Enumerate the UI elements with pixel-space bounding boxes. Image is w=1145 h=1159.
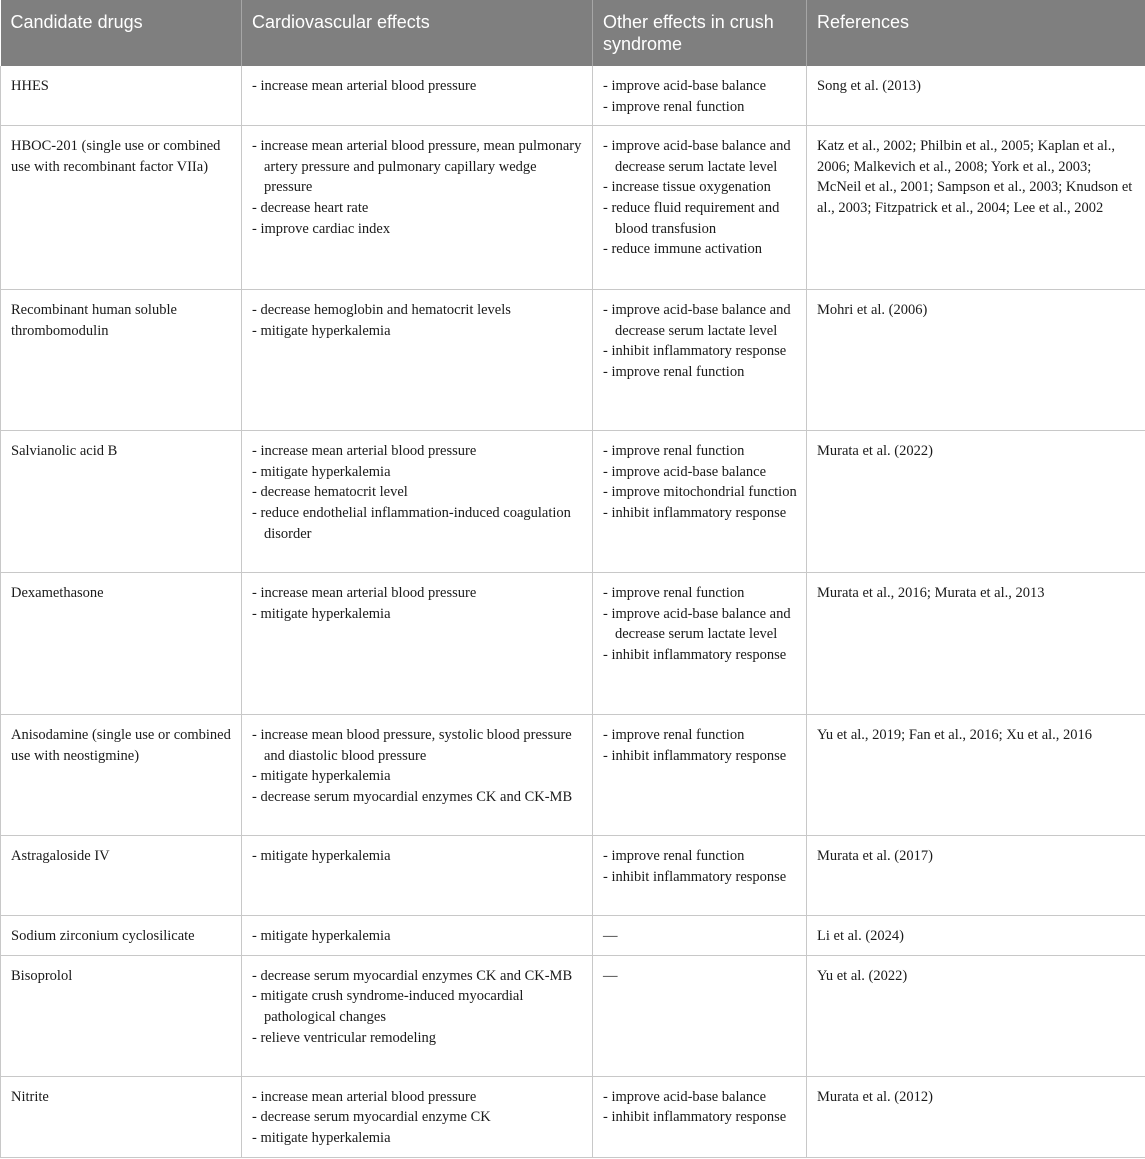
other-effects: [593, 126, 807, 290]
cardio-effects: [242, 955, 593, 1076]
drug-name: Salvianolic acid B: [1, 431, 242, 573]
drug-name: Dexamethasone: [1, 573, 242, 715]
drug-name: HHES: [1, 66, 242, 126]
table-row: [1, 1076, 1145, 1157]
table-row: [1, 431, 1145, 573]
effect-item: - inhibit inflammatory response: [603, 341, 797, 362]
effect-item: - reduce endothelial inflammation-induced coagulation disorder: [252, 503, 583, 544]
other-effects: [593, 836, 807, 916]
effect-item: - inhibit inflammatory response: [603, 645, 797, 666]
effect-item: - increase mean blood pressure, systolic blood pressure and diastolic blood pressure: [252, 725, 583, 766]
table-row: [1, 836, 1145, 916]
cardio-effects: [242, 1076, 593, 1157]
effect-item: - mitigate hyperkalemia: [252, 1128, 583, 1149]
effect-item: - inhibit inflammatory response: [603, 503, 797, 524]
other-effects: [593, 715, 807, 836]
empty-dash: —: [603, 967, 618, 984]
effect-item: - mitigate hyperkalemia: [252, 321, 583, 342]
cardio-effects: [242, 66, 593, 126]
header-candidate-drugs: Candidate drugs: [1, 0, 242, 66]
effect-item: - decrease serum myocardial enzymes CK and CK-MB: [252, 966, 583, 987]
effect-item: - increase mean arterial blood pressure: [252, 76, 583, 97]
cardio-effects: [242, 836, 593, 916]
effect-item: - mitigate hyperkalemia: [252, 766, 583, 787]
effect-item: - increase mean arterial blood pressure, mean pulmonary artery pressure and pulmonary capillary wedge pressure: [252, 136, 583, 198]
table-row: [1, 573, 1145, 715]
cardio-effects: [242, 431, 593, 573]
table-row: [1, 916, 1145, 956]
effect-item: - decrease serum myocardial enzymes CK and CK-MB: [252, 787, 583, 808]
table-row: [1, 290, 1145, 431]
other-effects: [593, 290, 807, 431]
effect-item: - inhibit inflammatory response: [603, 1107, 797, 1128]
table-header: [1, 0, 1145, 66]
effect-item: - improve acid-base balance and decrease serum lactate level: [603, 300, 797, 341]
effect-item: - mitigate hyperkalemia: [252, 462, 583, 483]
header-other-effects: Other effects in crush syndrome: [593, 0, 807, 66]
other-effects: [593, 1076, 807, 1157]
drug-name: Nitrite: [1, 1076, 242, 1157]
effect-item: - mitigate hyperkalemia: [252, 604, 583, 625]
effect-item: - improve acid-base balance: [603, 462, 797, 483]
table-row: [1, 715, 1145, 836]
cardio-effects: [242, 573, 593, 715]
effect-item: - improve renal function: [603, 362, 797, 383]
other-effects: [593, 916, 807, 956]
references: Yu et al. (2022): [807, 955, 1145, 1076]
effect-item: - improve acid-base balance: [603, 1087, 797, 1108]
drug-name: Recombinant human soluble thrombomodulin: [1, 290, 242, 431]
effect-item: - mitigate hyperkalemia: [252, 926, 583, 947]
effect-item: - decrease hematocrit level: [252, 482, 583, 503]
drug-name: Astragaloside IV: [1, 836, 242, 916]
effect-item: - mitigate hyperkalemia: [252, 846, 583, 867]
cardio-effects: [242, 126, 593, 290]
table-row: [1, 126, 1145, 290]
references: Murata et al., 2016; Murata et al., 2013: [807, 573, 1145, 715]
effect-item: - improve renal function: [603, 97, 797, 118]
cardio-effects: [242, 715, 593, 836]
effect-item: - increase mean arterial blood pressure: [252, 441, 583, 462]
drug-name: Bisoprolol: [1, 955, 242, 1076]
effect-item: - reduce immune activation: [603, 239, 797, 260]
table-row: [1, 66, 1145, 126]
effect-item: - improve cardiac index: [252, 219, 583, 240]
effect-item: - improve renal function: [603, 583, 797, 604]
effect-item: - decrease hemoglobin and hematocrit levels: [252, 300, 583, 321]
references: Mohri et al. (2006): [807, 290, 1145, 431]
other-effects: [593, 955, 807, 1076]
cardio-effects: [242, 916, 593, 956]
drug-name: HBOC-201 (single use or combined use with recombinant factor VIIa): [1, 126, 242, 290]
table-body: [1, 66, 1145, 1157]
references: Song et al. (2013): [807, 66, 1145, 126]
effect-item: - increase tissue oxygenation: [603, 177, 797, 198]
effect-item: - decrease heart rate: [252, 198, 583, 219]
header-cardiovascular-effects: Cardiovascular effects: [242, 0, 593, 66]
references: Murata et al. (2022): [807, 431, 1145, 573]
effect-item: - decrease serum myocardial enzyme CK: [252, 1107, 583, 1128]
header-references: References: [807, 0, 1145, 66]
effect-item: - improve acid-base balance and decrease serum lactate level: [603, 604, 797, 645]
effect-item: - inhibit inflammatory response: [603, 867, 797, 888]
effect-item: - inhibit inflammatory response: [603, 746, 797, 767]
effect-item: - improve acid-base balance and decrease serum lactate level: [603, 136, 797, 177]
empty-dash: —: [603, 928, 618, 945]
cardio-effects: [242, 290, 593, 431]
effect-item: - reduce fluid requirement and blood transfusion: [603, 198, 797, 239]
drug-name: Sodium zirconium cyclosilicate: [1, 916, 242, 956]
header-row: [1, 0, 1145, 66]
drug-name: Anisodamine (single use or combined use with neostigmine): [1, 715, 242, 836]
effect-item: - relieve ventricular remodeling: [252, 1028, 583, 1049]
effect-item: - improve mitochondrial function: [603, 482, 797, 503]
table-row: [1, 955, 1145, 1076]
effect-item: - improve acid-base balance: [603, 76, 797, 97]
effect-item: - mitigate crush syndrome-induced myocardial pathological changes: [252, 986, 583, 1027]
effect-item: - increase mean arterial blood pressure: [252, 1087, 583, 1108]
other-effects: [593, 66, 807, 126]
references: Murata et al. (2017): [807, 836, 1145, 916]
other-effects: [593, 431, 807, 573]
effect-item: - improve renal function: [603, 846, 797, 867]
other-effects: [593, 573, 807, 715]
references: Katz et al., 2002; Philbin et al., 2005; Kaplan et al., 2006; Malkevich et al., 2008; York et al., 2003; McNeil et al., 2001; Sampson et al., 2003; Knudson et al., 2003; Fitzpatrick et al., 2004; Lee et al., 2002: [807, 126, 1145, 290]
references: Murata et al. (2012): [807, 1076, 1145, 1157]
references: Li et al. (2024): [807, 916, 1145, 956]
effect-item: - improve renal function: [603, 441, 797, 462]
effect-item: - improve renal function: [603, 725, 797, 746]
references: Yu et al., 2019; Fan et al., 2016; Xu et al., 2016: [807, 715, 1145, 836]
effect-item: - increase mean arterial blood pressure: [252, 583, 583, 604]
